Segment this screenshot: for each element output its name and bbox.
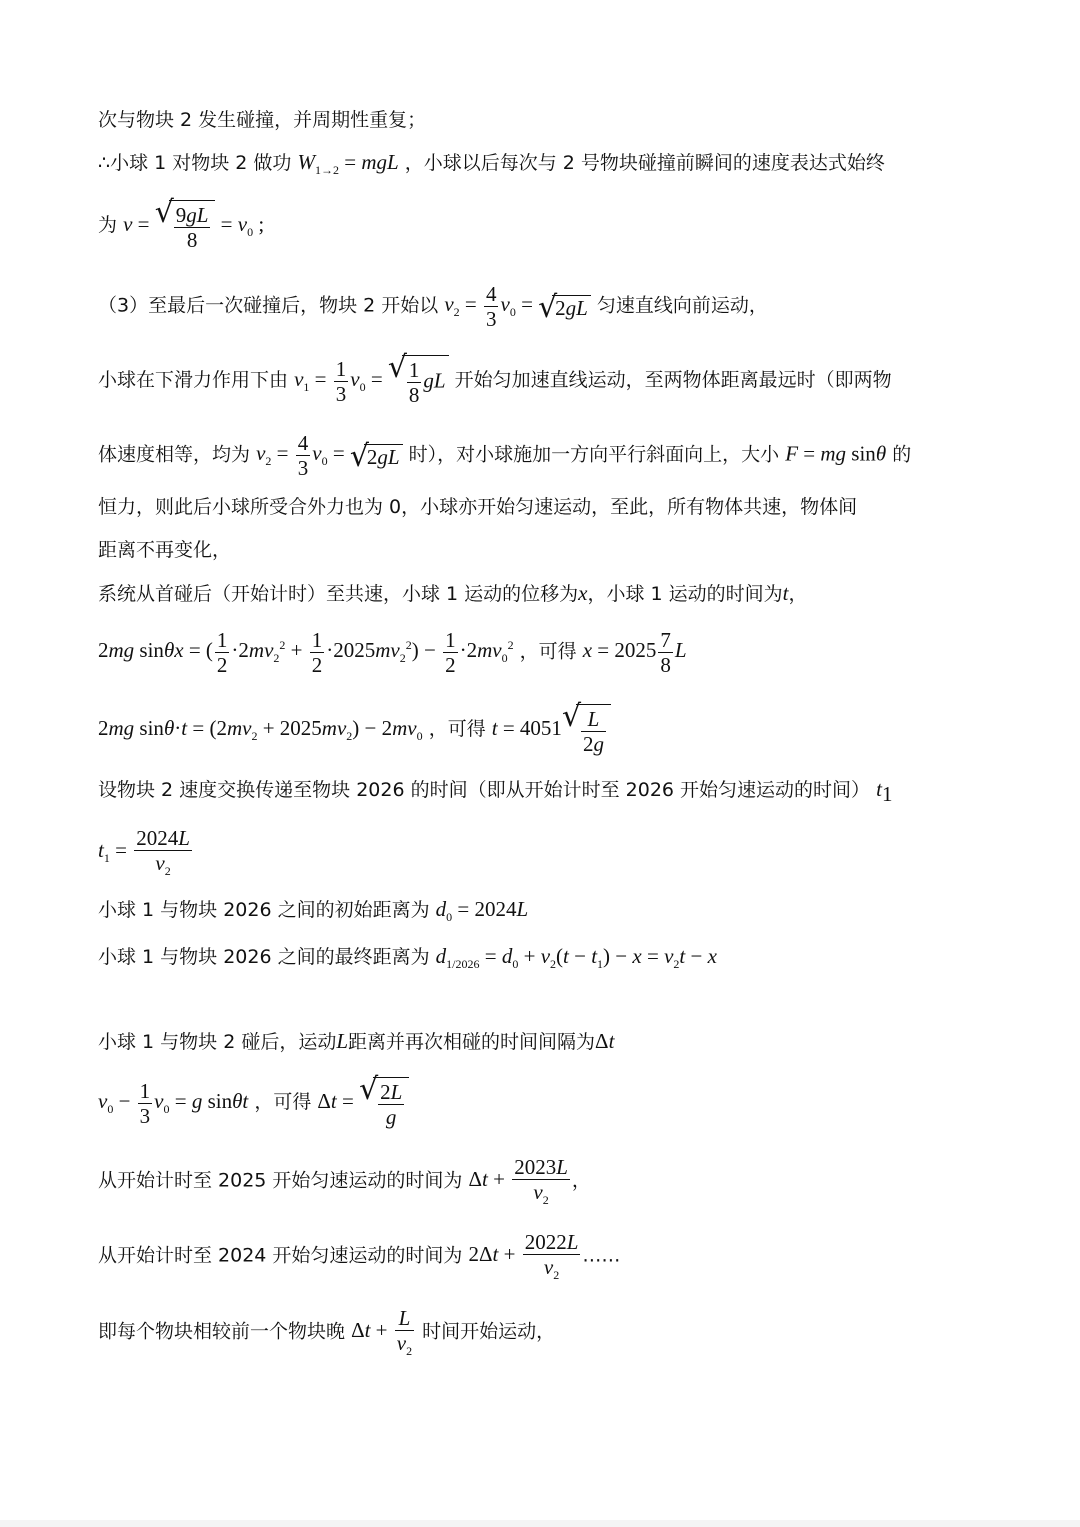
formula: 2mg $\sin\theta\cdot t = (2mv_2 + 2025mv_2) - 2mv_0$ — [98, 715, 423, 744]
text-segment: 小球 1 与物块 2 碰后，运动 — [98, 1031, 337, 1053]
text-segment: ， — [571, 1169, 591, 1192]
text-line — [98, 282, 768, 331]
equation-line — [98, 699, 611, 757]
formula: $W_{1\to 2}$ = mgL — [297, 150, 399, 178]
text-segment: 为 — [98, 213, 118, 236]
formula: $d_{1/2026} = d_0 + v_2(t - t_1) - x = v_2t - x$ — [435, 944, 717, 972]
text-segment: 的 — [892, 443, 912, 466]
formula: $v_2$ = $\frac{4}{3}$ $v_0$ = √ 2gL — [256, 441, 403, 465]
formula: 2mg sinθx = ( $\frac{1}{2}$ $\cdot 2mv_2^2$ + $\frac{1}{2}$ $\cdot 2025mv_2^2$) − $\frac{1}{2}$ $\cdot 2mv_0^2$ — [98, 628, 514, 678]
formula: Δt + $\frac{2023L}{v_2}$ — [468, 1155, 568, 1208]
text-line — [98, 1306, 555, 1359]
text-segment: 系统从首碰后（开始计时）至共速，小球 1 运动的位移为 — [98, 583, 579, 605]
formula: Δt + $\frac{L}{v_2}$ — [351, 1306, 413, 1359]
text-segment: ，可得 — [519, 640, 577, 663]
text-segment: 从开始计时至 2024 开始匀速运动的时间为 — [98, 1244, 463, 1267]
text-segment: ，小球以后每次与 2 号物块碰撞前瞬间的速度表达式始终 — [404, 152, 885, 174]
formula: x = 2025 $\frac{7}{8}$ L — [582, 628, 687, 678]
text-line — [98, 899, 528, 923]
formula: $v_1$ = $\frac{1}{3}$ $v_0$ = √ $\frac{1}{8}$ gL — [294, 367, 449, 391]
text-segment: ，可得 — [254, 1090, 312, 1113]
text-line — [98, 1230, 620, 1283]
text-line: 恒力，则此后小球所受合外力也为 0，小球亦开始匀速运动，至此，所有物体共速，物体间 — [98, 496, 858, 518]
formula: 2Δt + $\frac{2022L}{v_2}$ — [468, 1230, 579, 1283]
equation-line — [98, 1072, 409, 1130]
equation-line — [98, 628, 687, 677]
formula: $v_0$ − $\frac{1}{3}$ $v_0 = g$ sinθt — [98, 1078, 249, 1128]
text-line: 次与物块 2 发生碰撞，并周期性重复； — [98, 109, 427, 131]
text-line — [98, 431, 911, 480]
text-segment: 从开始计时至 2025 开始匀速运动的时间为 — [98, 1169, 463, 1192]
text-line: 距离不再变化， — [98, 539, 232, 561]
text-segment: 匀速直线向前运动， — [596, 294, 768, 317]
text-segment: 距离并再次相碰的时间间隔为 — [348, 1031, 596, 1053]
text-segment: ∴小球 1 对物块 2 做功 — [98, 152, 292, 174]
page-bottom-edge — [0, 1520, 1080, 1527]
text-line — [98, 152, 885, 176]
text-segment: 小球 1 与物块 2026 之间的最终距离为 — [98, 946, 430, 968]
text-segment: 设物块 2 速度交换传递至物块 2026 的时间（即从开始计时至 2026 开始匀速运动的时间） — [98, 779, 871, 801]
text-segment: 小球 1 与物块 2026 之间的初始距离为 — [98, 899, 430, 921]
formula: t = 4051 √ $\frac{L}{2g}$ — [492, 716, 611, 740]
text-segment: …… — [582, 1244, 621, 1267]
text-line: 设物块 2 速度交换传递至物块 2026 的时间（即从开始计时至 2026 开始匀速运动的时间） $t_1$ — [98, 777, 893, 806]
equation-line — [98, 826, 194, 879]
text-segment: 时），对小球施加一方向平行斜面向上，大小 — [408, 443, 780, 466]
text-line: 系统从首碰后（开始计时）至共速，小球 1 运动的位移为x，小球 1 运动的时间为t， — [98, 581, 808, 605]
formula: v = √ $\frac{9gL}{8}$ = $v_0$ ; — [123, 195, 265, 253]
text-line — [98, 350, 892, 408]
formula: $v_2$ = $\frac{4}{3}$ $v_0$ = √ 2gL — [444, 292, 591, 316]
text-segment: 小球在下滑力作用下由 — [98, 368, 289, 391]
text-line — [98, 195, 265, 253]
text-line — [98, 1155, 591, 1208]
text-segment: ， — [788, 583, 808, 605]
formula: $t_1$ = $\frac{2024L}{v_2}$ — [98, 826, 190, 879]
text-segment: ，可得 — [428, 717, 486, 740]
text-segment: 开始匀加速直线运动，至两物体距离最远时（即两物 — [454, 368, 892, 391]
formula: F = mg sinθ — [785, 441, 887, 466]
text-segment: 即每个物块相较前一个物块晚 — [98, 1320, 346, 1343]
text-segment: （3）至最后一次碰撞后，物块 2 开始以 — [98, 294, 439, 317]
text-segment: 体速度相等，均为 — [98, 443, 251, 466]
text-segment: 时间开始运动， — [422, 1320, 556, 1343]
formula: $d_0 = 2024L$ — [435, 897, 529, 925]
text-segment: ，小球 1 运动的时间为 — [587, 583, 783, 605]
formula: Δt = √ $\frac{2L}{g}$ — [317, 1089, 409, 1113]
text-line — [98, 946, 717, 970]
text-line: 小球 1 与物块 2 碰后，运动L距离并再次相碰的时间间隔为Δt — [98, 1029, 615, 1053]
